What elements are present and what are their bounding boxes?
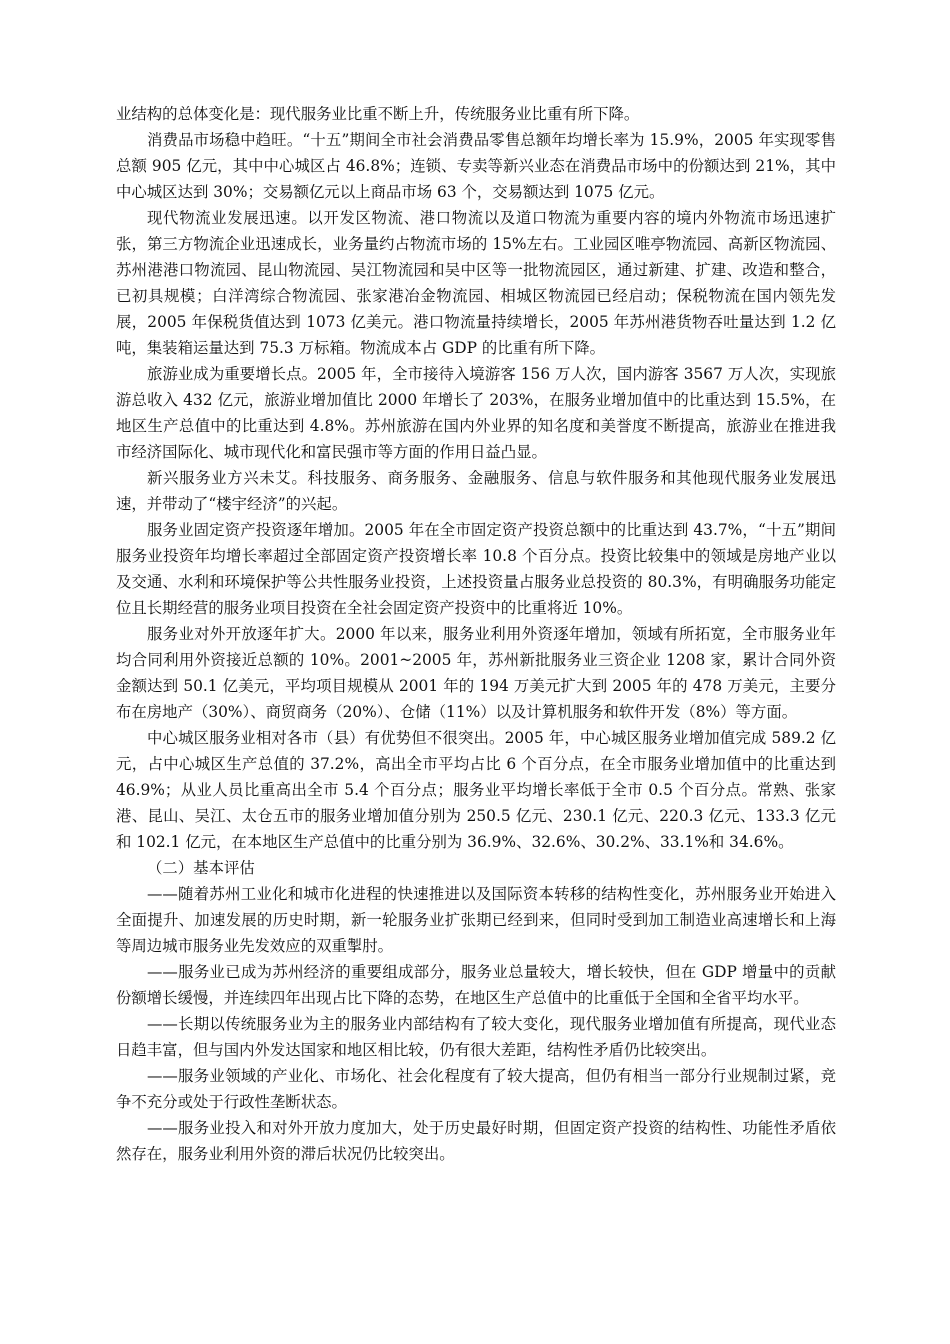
assessment-item-4: ——服务业领域的产业化、市场化、社会化程度有了较大提高，但仍有相当一部分行业规制过紧，竞争不充分或处于行政性垄断状态。: [116, 1067, 836, 1111]
section-heading-basic-assessment: （二）基本评估: [147, 859, 255, 877]
paragraph-fixed-investment: 服务业固定资产投资逐年增加。2005 年在全市固定资产投资总额中的比重达到 43.7%，“十五”期间服务业投资年均增长率超过全部固定资产投资增长率 10.8 个百分点。投资比较集中的领域是房地产业以及交通、水利和环境保护等公共性服务业投资，上述投资量占服务业总投资的 80.3%，有明确服务功能定位且长期经营的服务业项目投资在全社会固定资产投资中的比重将近 10%。: [116, 521, 836, 617]
assessment-item-3: ——长期以传统服务业为主的服务业内部结构有了较大变化，现代服务业增加值有所提高，现代业态日趋丰富，但与国内外发达国家和地区相比较，仍有很大差距，结构性矛盾仍比较突出。: [116, 1015, 836, 1059]
document-body: [116, 101, 836, 1167]
paragraph-emerging-services: 新兴服务业方兴未艾。科技服务、商务服务、金融服务、信息与软件服务和其他现代服务业发展迅速，并带动了“楼宇经济”的兴起。: [116, 469, 836, 513]
paragraph-tourism: 旅游业成为重要增长点。2005 年，全市接待入境游客 156 万人次，国内游客 3567 万人次，实现旅游总收入 432 亿元，旅游业增加值比 2000 年增长了 203%，在服务业增加值中的比重达到 15.5%，在地区生产总值中的比重达到 4.8%。苏州旅游在国内外业界的知名度和美誉度不断提高，旅游业在推进我市经济国际化、城市现代化和富民强市等方面的作用日益凸显。: [116, 365, 836, 461]
paragraph-consumer-market: 消费品市场稳中趋旺。“十五”期间全市社会消费品零售总额年均增长率为 15.9%，2005 年实现零售总额 905 亿元，其中中心城区占 46.8%；连锁、专卖等新兴业态在消费品市场中的份额达到 21%，其中中心城区达到 30%；交易额亿元以上商品市场 63 个，交易额达到 1075 亿元。: [116, 131, 836, 201]
paragraph-central-district: 中心城区服务业相对各市（县）有优势但不很突出。2005 年，中心城区服务业增加值完成 589.2 亿元，占中心城区生产总值的 37.2%，高出全市平均占比 6 个百分点，在全市服务业增加值中的比重达到 46.9%；从业人员比重高出全市 5.4 个百分点；服务业平均增长率低于全市 0.5 个百分点。常熟、张家港、昆山、吴江、太仓五市的服务业增加值分别为 250.5 亿元、230.1 亿元、220.3 亿元、133.3 亿元和 102.1 亿元，在本地区生产总值中的比重分别为 36.9%、32.6%、30.2%、33.1%和 34.6%。: [116, 729, 836, 851]
paragraph-continuation: 业结构的总体变化是：现代服务业比重不断上升，传统服务业比重有所下降。: [116, 105, 640, 123]
assessment-item-2: ——服务业已成为苏州经济的重要组成部分，服务业总量较大，增长较快，但在 GDP 增量中的贡献份额增长缓慢，并连续四年出现占比下降的态势，在地区生产总值中的比重低于全国和全省平均水平。: [116, 963, 836, 1007]
paragraph-logistics: 现代物流业发展迅速。以开发区物流、港口物流以及道口物流为重要内容的境内外物流市场迅速扩张，第三方物流企业迅速成长，业务量约占物流市场的 15%左右。工业园区唯亭物流园、高新区物流园、苏州港港口物流园、昆山物流园、吴江物流园和吴中区等一批物流园区，通过新建、扩建、改造和整合，已初具规模；白洋湾综合物流园、张家港冶金物流园、相城区物流园已经启动；保税物流在国内领先发展，2005 年保税货值达到 1073 亿美元。港口物流量持续增长，2005 年苏州港货物吞吐量达到 1.2 亿吨，集装箱运量达到 75.3 万标箱。物流成本占 GDP 的比重有所下降。: [116, 209, 836, 357]
paragraph-opening-up: 服务业对外开放逐年扩大。2000 年以来，服务业利用外资逐年增加，领域有所拓宽，全市服务业年均合同利用外资接近总额的 10%。2001~2005 年，苏州新批服务业三资企业 1208 家，累计合同外资金额达到 50.1 亿美元，平均项目规模从 2001 年的 194 万美元扩大到 2005 年的 478 万美元，主要分布在房地产（30%）、商贸商务（20%）、仓储（11%）以及计算机服务和软件开发（8%）等方面。: [116, 625, 836, 721]
assessment-item-1: ——随着苏州工业化和城市化进程的快速推进以及国际资本转移的结构性变化，苏州服务业开始进入全面提升、加速发展的历史时期，新一轮服务业扩张期已经到来，但同时受到加工制造业高速增长和上海等周边城市服务业先发效应的双重掣肘。: [116, 885, 836, 955]
assessment-item-5: ——服务业投入和对外开放力度加大，处于历史最好时期，但固定资产投资的结构性、功能性矛盾依然存在，服务业利用外资的滞后状况仍比较突出。: [116, 1119, 836, 1163]
